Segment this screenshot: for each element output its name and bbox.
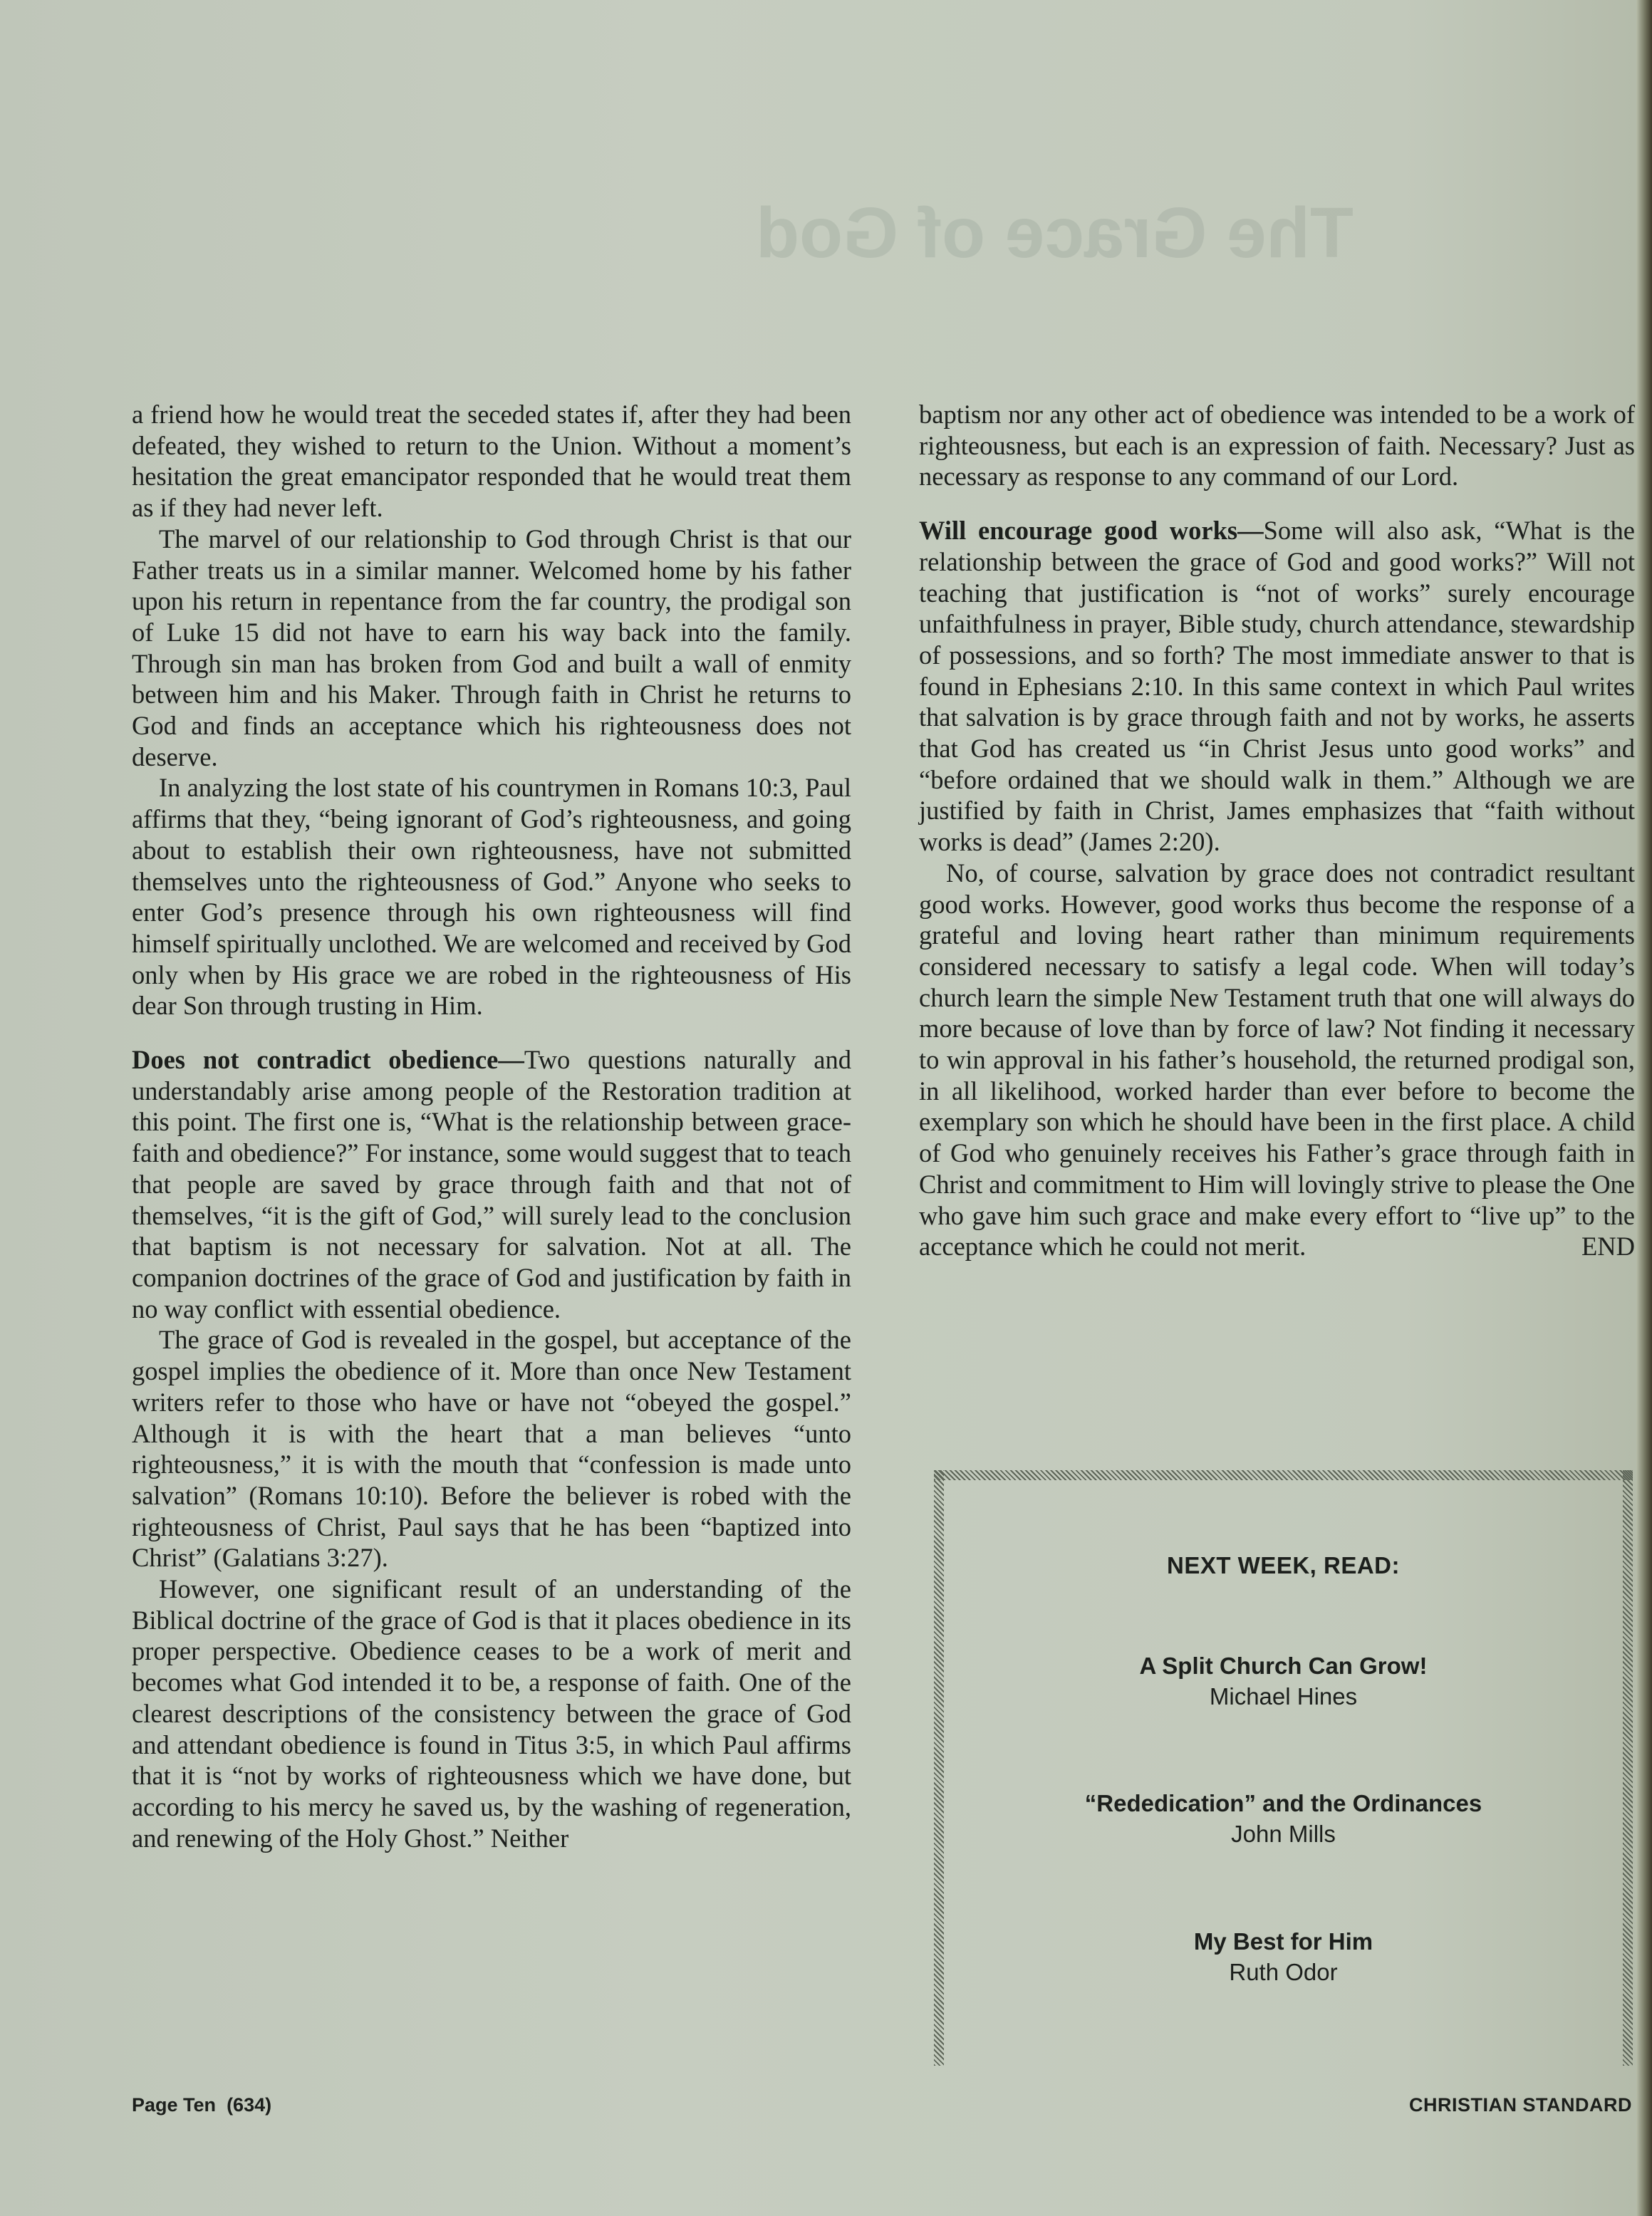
paragraph: In analyzing the lost state of his countrymen in Romans 10:3, Paul affirms that they, “being ignorant of God’s righteousness, and going about to establish their own righteousness, have not submitted themselves unto the righteousness of God.” Anyone who seeks to enter God’s presence through his own righteousness will find himself spiritually unclothed. We are welcomed and received by God only when by His grace we are robed in the righteousness of His dear Son through trusting in Him.	[132, 773, 851, 1021]
publication-name: CHRISTIAN STANDARD	[1409, 2094, 1632, 2116]
paragraph	[919, 858, 1635, 1262]
left-column	[132, 399, 851, 1853]
paragraph: a friend how he would treat the seceded states if, after they had been defeated, they wished to return to the Union. Without a moment’s hesitation the great emancipator responded that he would treat them as if they had never left.	[132, 400, 851, 523]
next-week-box	[924, 1460, 1633, 2066]
paragraph-text: Two questions naturally and understandably arise among people of the Restoration tradition at this point. The first one is, “What is the relationship between grace-faith and obedience?” For instance, some would suggest that to teach that people are saved by grace through faith and that not of themselves, “it is the gift of God,” will surely lead to the conclusion that baptism is not necessary for salvation. Not at all. The companion doctrines of the grace of God and justification by faith in no way conflict with essential obedience.	[132, 1045, 851, 1323]
paragraph-text: No, of course, salvation by grace does not contradict resultant good works. However, good works thus become the response of a grateful and loving heart rather than minimum requirements considered necessary to satisfy a legal code. When will today’s church learn the simple New Testament truth that one will always do more because of love than by force of law? Not finding it necessary to win approval in his father’s household, the returned prodigal son, in all likelihood, worked harder than ever before to become the exemplary son which he should have been in the first place. A child of God who genuinely receives his Father’s grace through faith in Christ and commitment to Him will lovingly strive to please the One who gave him such grace and make every effort to “live up” to the acceptance which he could not merit.	[919, 858, 1635, 1262]
show-through-title: The Grace of God	[755, 193, 1354, 273]
page-footer-left	[132, 2094, 271, 2116]
section-heading: Will encourage good works—	[919, 516, 1264, 546]
next-week-item	[934, 1652, 1633, 1713]
paragraph	[919, 515, 1635, 858]
next-week-item	[934, 1789, 1633, 1851]
next-week-heading: NEXT WEEK, READ:	[1166, 1552, 1400, 1578]
paragraph: baptism nor any other act of obedience was intended to be a work of righteousness, but each is an expression of faith. Necessary? Just as necessary as response to any command of our Lord.	[919, 400, 1635, 491]
paragraph: The grace of God is revealed in the gospel, but acceptance of the gospel implies the obedience of it. More than once New Testament writers refer to those who have or have not “obeyed the gospel.” Although it is with the heart that a man believes “unto righteousness,” it is with the mouth that “confession is made unto salvation” (Romans 10:10). Before the believer is robed with the righteousness of Christ, Paul says that he has been “baptized into Christ” (Galatians 3:27).	[132, 1325, 851, 1573]
section-heading: Does not contradict obedience—	[132, 1045, 524, 1075]
paragraph-text: Some will also ask, “What is the relationship between the grace of God and good works?” Will not teaching that justification is “not of works” surely encourage unfaithfulness in prayer, Bible study, church attendance, stewardship of possessions, and so forth? The most immediate answer to that is found in Ephesians 2:10. In this same context in which Paul writes that salvation is by grace through faith and not by works, he asserts that God has created us “in Christ Jesus unto good works” and “before ordained that we should walk in them.” Although we are justified by faith in Christ, James emphasizes that “faith without works is dead” (James 2:20).	[919, 516, 1635, 857]
page-edge-shadow	[1636, 0, 1652, 2216]
article-author: Michael Hines	[1209, 1683, 1358, 1710]
paragraph: However, one significant result of an understanding of the Biblical doctrine of the grace of God is that it places obedience in its proper perspective. Obedience ceases to be a work of merit and becomes what God intended it to be, a response of faith. One of the clearest descriptions of the consistency between the grace of God and attendant obedience is found in Titus 3:5, in which Paul affirms that it is “not by works of righteousness which we have done, but according to his mercy he saved us, by the washing of regeneration, and renewing of the Holy Ghost.” Neither	[132, 1574, 851, 1853]
page-number: (634)	[227, 2094, 272, 2116]
paragraph: The marvel of our relationship to God through Christ is that our Father treats us in a similar manner. Welcomed home by his father upon his return in repentance from the far country, the prodigal son of Luke 15 did not have to earn his way back into the family. Through sin man has broken from God and built a wall of enmity between him and his Maker. Through faith in Christ he returns to God and finds an acceptance which his righteousness does not deserve.	[132, 524, 851, 771]
article-title: My Best for Him	[1193, 1928, 1373, 1955]
end-mark: END	[1581, 1232, 1635, 1262]
right-column	[919, 399, 1635, 1262]
next-week-item	[934, 1928, 1633, 1989]
article-title: “Rededication” and the Ordinances	[1084, 1790, 1482, 1816]
article-author: John Mills	[1231, 1821, 1336, 1847]
page-label: Page Ten	[132, 2094, 217, 2116]
article-title: A Split Church Can Grow!	[1139, 1653, 1428, 1679]
paragraph	[132, 1044, 851, 1324]
article-author: Ruth Odor	[1229, 1959, 1338, 1985]
